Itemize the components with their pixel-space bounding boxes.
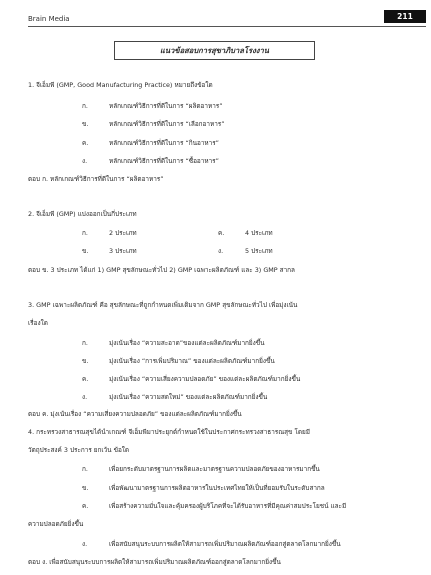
q2-option-text: 4 ประเภท — [245, 229, 273, 237]
q3-answer: ตอบ ค. มุ่งเน้นเรื่อง “ความเสี่ยงความปลอดภัย” ของแต่ละผลิตภัณฑ์มากยิ่งขึ้น — [28, 410, 242, 418]
q2-answer: ตอบ ข. 3 ประเภท ได้แก่ 1) GMP สุขลักษณะทั่วไป 2) GMP เฉพาะผลิตภัณฑ์ และ 3) GMP สากล — [28, 266, 295, 274]
question-2: 2. จีเอ็มพี (GMP) แบ่งออกเป็นกี่ประเภท — [28, 210, 137, 218]
q1-answer: ตอบ ก. หลักเกณฑ์วิธีการที่ดีในการ “ผลิตอาหาร” — [28, 175, 164, 183]
q2-option-key: ค. — [218, 229, 225, 237]
q3-option-text: มุ่งเน้นเรื่อง “ความสะอาด”ของแต่ละผลิตภัณฑ์มากยิ่งขึ้น — [109, 339, 265, 347]
q1-option-text: หลักเกณฑ์วิธีการที่ดีในการ “เลือกอาหาร” — [109, 120, 225, 128]
question-1: 1. จีเอ็มพี (GMP, Good Manufacturing Practice) หมายถึงข้อใด — [28, 81, 213, 89]
question-3-continued: เรื่องใด — [28, 319, 48, 327]
q2-option-key: ข. — [82, 247, 89, 255]
q3-option-text: มุ่งเน้นเรื่อง “ความเสี่ยงความปลอดภัย” ของแต่ละผลิตภัณฑ์มากยิ่งขึ้น — [109, 375, 301, 383]
q3-option-text: มุ่งเน้นเรื่อง “การเพิ่มปริมาณ” ของแต่ละผลิตภัณฑ์มากยิ่งขึ้น — [109, 357, 275, 365]
q3-option-text: มุ่งเน้นเรื่อง “ความสดใหม่” ของแต่ละผลิตภัณฑ์มากยิ่งขึ้น — [109, 393, 268, 401]
q3-option-key: ก. — [82, 339, 88, 347]
question-4: 4. กระทรวงสาธารณสุขได้นำเกณฑ์ จีเอ็มพีมาประยุกต์กำหนดใช้ในประกาศกระทรวงสาธารณสุข โดยมี — [28, 428, 310, 436]
question-4-continued: วัตถุประสงค์ 3 ประการ ยกเว้น ข้อใด — [28, 446, 130, 454]
q3-option-key: ค. — [82, 375, 89, 383]
header-divider — [28, 26, 426, 27]
question-3: 3. GMP เฉพาะผลิตภัณฑ์ คือ สุขลักษณะที่ถูกกำหนดเพิ่มเติมจาก GMP สุขลักษณะทั่วไป เพื่อมุ่งเน้น — [28, 301, 298, 309]
q2-option-text: 5 ประเภท — [245, 247, 273, 255]
q1-option-text: หลักเกณฑ์วิธีการที่ดีในการ “กินอาหาร” — [109, 139, 219, 147]
q2-option-text: 3 ประเภท — [109, 247, 137, 255]
q3-option-key: ข. — [82, 357, 89, 365]
q4-answer: ตอบ ง. เพื่อสนับสนุนระบบการผลิตให้สามารถเพิ่มปริมาณผลิตภัณฑ์ออกสู่ตลาดโลกมากยิ่งขึ้น — [28, 558, 281, 566]
q4-option-key: ง. — [82, 540, 88, 548]
q4-option-text-continued: ความปลอดภัยยิ่งขึ้น — [28, 520, 84, 528]
q2-option-key: ง. — [218, 247, 224, 255]
q1-option-text: หลักเกณฑ์วิธีการที่ดีในการ “ผลิตอาหาร” — [109, 102, 223, 110]
q4-option-text: เพื่อยกระดับมาตรฐานการผลิตและมาตรฐานความปลอดภัยของอาหารมากขึ้น — [109, 465, 320, 473]
q4-option-text: เพื่อพัฒนามาตรฐานการผลิตอาหารในประเทศไทยให้เป็นที่ยอมรับในระดับสากล — [109, 484, 325, 492]
q1-option-key: ก. — [82, 102, 88, 110]
q4-option-key: ก. — [82, 465, 88, 473]
q1-option-key: ง. — [82, 157, 88, 165]
publisher-name: Brain Media — [28, 15, 70, 23]
q4-option-key: ค. — [82, 502, 89, 510]
q1-option-key: ค. — [82, 139, 89, 147]
q4-option-key: ข. — [82, 484, 89, 492]
q3-option-key: ง. — [82, 393, 88, 401]
q1-option-key: ข. — [82, 120, 89, 128]
q4-option-text: เพื่อสนับสนุนระบบการผลิตให้สามารถเพิ่มปริมาณผลิตภัณฑ์ออกสู่ตลาดโลกมากยิ่งขึ้น — [109, 540, 341, 548]
page-number-badge: 211 — [384, 10, 426, 23]
q1-option-text: หลักเกณฑ์วิธีการที่ดีในการ “ซื้ออาหาร” — [109, 157, 219, 165]
q4-option-text: เพื่อสร้างความมั่นใจและคุ้มครองผู้บริโภคที่จะได้รับอาหารที่มีคุณค่าสมประโยชน์ และมี — [109, 502, 347, 510]
page-title: แนวข้อสอบการสุขาภิบาลโรงงาน — [114, 41, 315, 60]
q2-option-key: ก. — [82, 229, 88, 237]
q2-option-text: 2 ประเภท — [109, 229, 137, 237]
